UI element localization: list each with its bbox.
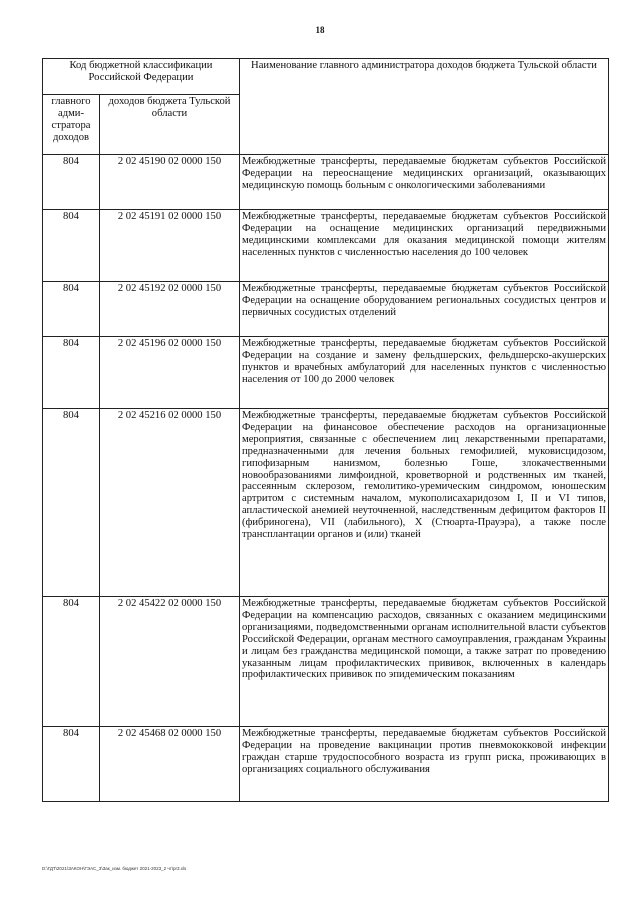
table-row [43,597,609,727]
code-group-header: Код бюджетной классификации Российской Федерации [43,59,240,95]
description-cell: Межбюджетные трансферты, передаваемые бюджетам субъектов Российской Федерации на проведение вакцинации против пневмококковой инфекции граждан старше трудоспособного возраста из групп риска, проживающих в организациях социального обслуживания [240,727,609,802]
description-cell: Межбюджетные трансферты, передаваемые бюджетам субъектов Российской Федерации на компенсацию расходов, связанных с оказанием медицинскими организациями, подведомственными органам исполнительной власти субъектов Российской Федерации, органам местного самоуправления, гражданам Украины и лицам без гражданства медицинской помощи, а также затрат по проведению указанным лицам профилактических прививок, включенных в календарь профилактических прививок по эпидемическим показаниям [240,597,609,727]
file-path-footer: D:\ГДТ\2021\ЗАКОН\ГЭАС_3\Зак_изм. бюджет 2021-2023_2 чт\pr3.xls [42,866,187,871]
table-row [43,282,609,337]
income-code-cell: 2 02 45190 02 0000 150 [100,155,240,210]
income-code-cell: 2 02 45192 02 0000 150 [100,282,240,337]
income-code-cell: 2 02 45468 02 0000 150 [100,727,240,802]
table-row [43,337,609,409]
table-row [43,210,609,282]
budget-classification-table [42,58,609,802]
description-cell: Межбюджетные трансферты, передаваемые бюджетам субъектов Российской Федерации на создание и замену фельдшерских, фельдшерско-акушерских пунктов и врачебных амбулаторий для населенных пунктов с численностью населения от 100 до 2000 человек [240,337,609,409]
admin-column-header [43,95,100,155]
income-code-cell: 2 02 45191 02 0000 150 [100,210,240,282]
page-number: 18 [315,25,325,35]
admin-code-cell: 804 [43,155,100,210]
income-column-header: доходов бюджета Тульской области [100,95,240,155]
admin-code-cell: 804 [43,210,100,282]
income-code-cell: 2 02 45196 02 0000 150 [100,337,240,409]
description-cell: Межбюджетные трансферты, передаваемые бюджетам субъектов Российской Федерации на переоснащение медицинских организаций, оказывающих медицинскую помощь больным с онкологическими заболеваниями [240,155,609,210]
table-row [43,727,609,802]
income-code-cell: 2 02 45216 02 0000 150 [100,409,240,597]
admin-code-cell: 804 [43,282,100,337]
description-cell: Межбюджетные трансферты, передаваемые бюджетам субъектов Российской Федерации на оснащение оборудованием региональных сосудистых центров и первичных сосудистых отделений [240,282,609,337]
table-header-row [43,59,609,95]
admin-code-cell: 804 [43,337,100,409]
admin-code-cell: 804 [43,597,100,727]
description-cell: Межбюджетные трансферты, передаваемые бюджетам субъектов Российской Федерации на финансовое обеспечение расходов на организационные мероприятия, связанные с обеспечением лиц лекарственными препаратами, предназначенными для лечения больных гемофилией, муковисцидозом, гипофизарным нанизмом, болезнью Гоше, злокачественными новообразованиями лимфоидной, кроветворной и родственных им тканей, рассеянным склерозом, гемолитико-уремическим синдромом, юношеским артритом с системным началом, мукополисахаридозом I, II и VI типов, апластической анемией неуточненной, наследственным дефицитом факторов II (фибриногена), VII (лабильного), X (Стюарта-Прауэра), а также после трансплантации органов и (или) тканей [240,409,609,597]
table-row [43,409,609,597]
description-cell: Межбюджетные трансферты, передаваемые бюджетам субъектов Российской Федерации на оснащение медицинских организаций передвижными медицинскими комплексами для оказания медицинской помощи жителям населенных пунктов с численностью населения до 100 человек [240,210,609,282]
table-row [43,155,609,210]
name-column-header: Наименование главного администратора доходов бюджета Тульской области [240,59,609,155]
admin-column-header-text: главного адми- стратора доходов [51,96,91,143]
income-code-cell: 2 02 45422 02 0000 150 [100,597,240,727]
admin-code-cell: 804 [43,727,100,802]
admin-code-cell: 804 [43,409,100,597]
